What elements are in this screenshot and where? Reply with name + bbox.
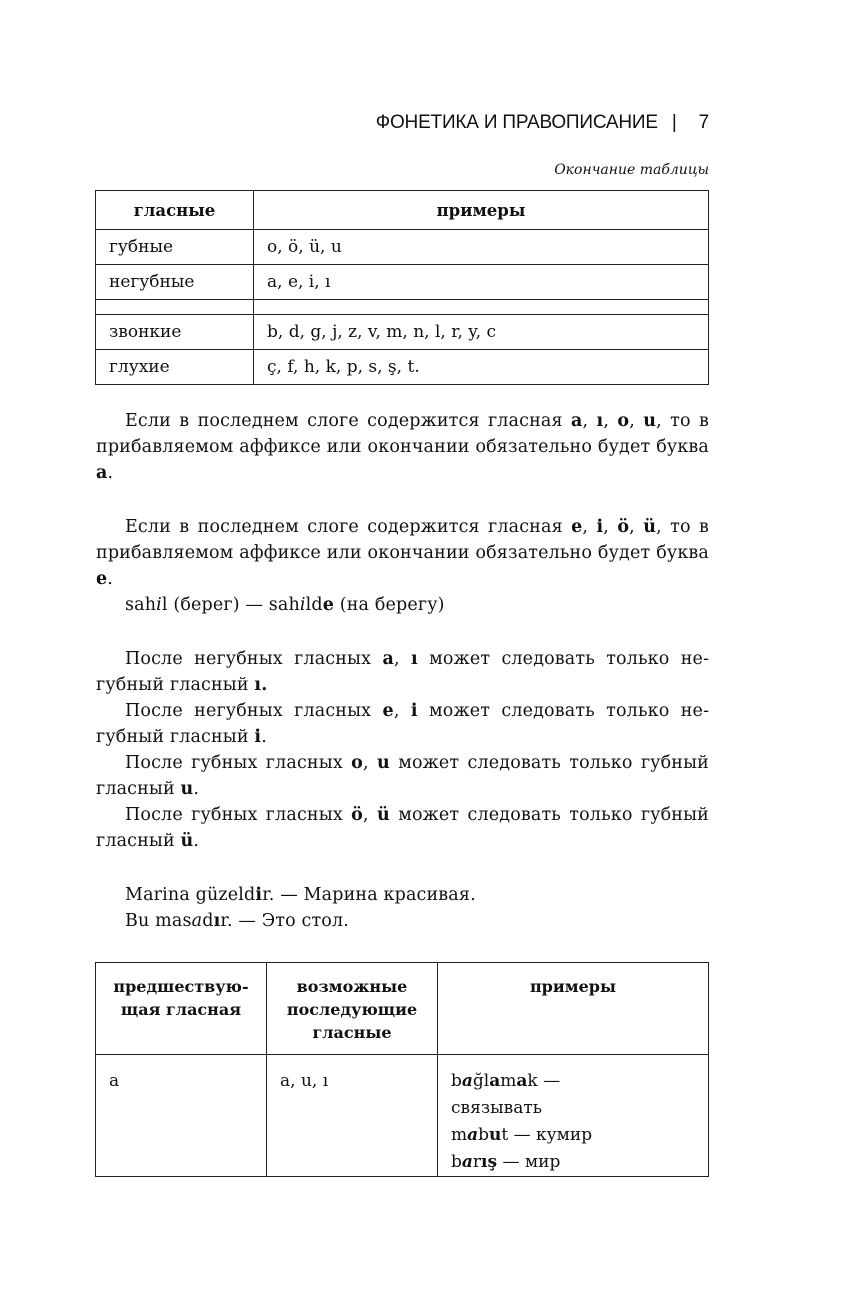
table-row xyxy=(96,315,709,350)
table-header-cell: предшествую-щая гласная xyxy=(96,963,267,1055)
table-header-cell: гласные xyxy=(96,191,254,230)
vowel-consonant-table xyxy=(95,190,709,385)
page-number: 7 xyxy=(698,112,709,133)
example-line: sahil (берег) — sahilde (на берегу) xyxy=(125,595,445,615)
table-cell: глухие xyxy=(96,350,254,385)
table-cell: a, u, ı xyxy=(267,1055,438,1177)
table-cell: b, d, g, j, z, v, m, n, l, r, y, c xyxy=(254,315,709,350)
table-header-cell: примеры xyxy=(438,963,709,1055)
harmony-rules xyxy=(96,646,709,854)
paragraph: После негубных гласных a, ı может следовать только негубный гласный ı. xyxy=(96,649,709,695)
example-line: Bu masadır. — Это стол. xyxy=(125,911,349,931)
rule-paragraph-a xyxy=(96,408,709,486)
table-header-cell: возможные последующие гласные xyxy=(267,963,438,1055)
table-row xyxy=(96,350,709,385)
table-header-row xyxy=(96,191,709,230)
running-head xyxy=(96,112,709,134)
table-header-cell: примеры xyxy=(254,191,709,230)
example-word: mabut — кумир xyxy=(451,1125,593,1145)
table-cell-examples xyxy=(438,1055,709,1177)
example-translation: связывать xyxy=(451,1098,542,1118)
paragraph: После губных гласных ö, ü может следовать только губный гласный ü. xyxy=(96,805,709,851)
paragraph: Если в последнем слоге содержится гласная e, i, ö, ü, то в прибавляемом аффиксе или окончании обязательно будет буква e. xyxy=(96,517,709,589)
example-word: bağlamak — xyxy=(451,1071,561,1091)
table-cell xyxy=(254,300,709,315)
table-caption: Окончание таблицы xyxy=(554,162,709,178)
example-word: barış — мир xyxy=(451,1152,561,1172)
table-row xyxy=(96,230,709,265)
table-row xyxy=(96,265,709,300)
table-spacer-row xyxy=(96,300,709,315)
table-cell xyxy=(96,300,254,315)
table-cell: губные xyxy=(96,230,254,265)
table-cell: a, e, i, ı xyxy=(254,265,709,300)
table-cell: ç, f, h, k, p, s, ş, t. xyxy=(254,350,709,385)
example-line: Marina güzeldir. — Марина красивая. xyxy=(125,885,476,905)
header-separator: | xyxy=(671,112,677,133)
paragraph: После негубных гласных e, i может следовать только негубный гласный i. xyxy=(96,701,709,747)
rule-paragraph-e xyxy=(96,514,709,618)
table-header-row xyxy=(96,963,709,1055)
table-cell: o, ö, ü, u xyxy=(254,230,709,265)
table-row xyxy=(96,1055,709,1177)
vowel-harmony-table xyxy=(95,962,709,1177)
table-cell: негубные xyxy=(96,265,254,300)
section-title: ФОНЕТИКА И ПРАВОПИСАНИЕ xyxy=(375,112,658,133)
examples xyxy=(96,882,709,934)
table-cell: a xyxy=(96,1055,267,1177)
table-cell: звонкие xyxy=(96,315,254,350)
paragraph: Если в последнем слоге содержится гласная a, ı, o, u, то в прибавляемом аффиксе или окончании обязательно будет буква a. xyxy=(96,411,709,483)
paragraph: После губных гласных o, u может следовать только губный гласный u. xyxy=(96,753,709,799)
